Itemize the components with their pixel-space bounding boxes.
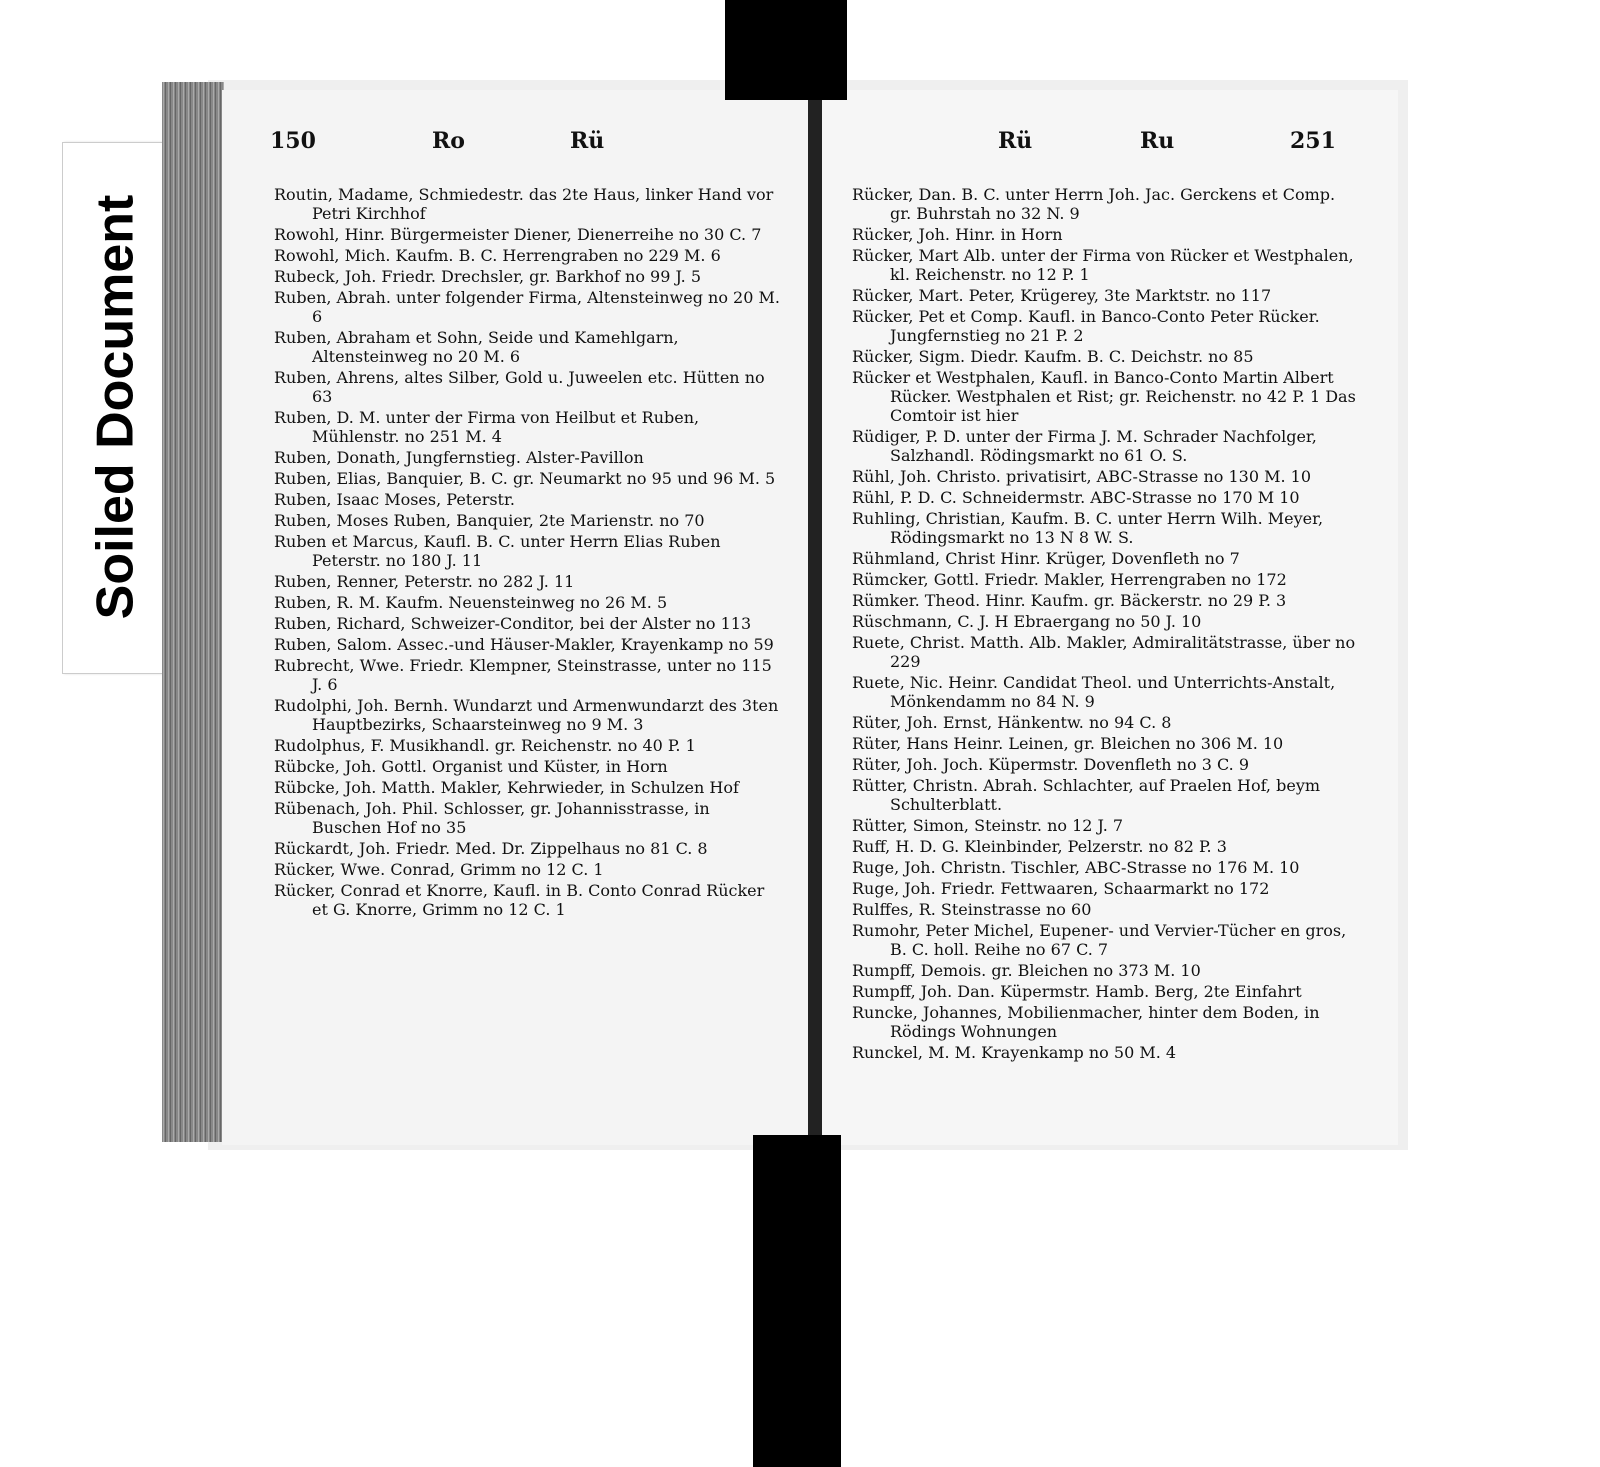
right-running-head-1: Rü bbox=[998, 128, 1033, 154]
directory-entry: Rüdiger, P. D. unter der Firma J. M. Schrader Nachfolger, Salzhandl. Rödingsmarkt no 61 O. S. bbox=[852, 427, 1317, 465]
soiled-document-label bbox=[62, 142, 168, 672]
directory-entry: Ruben, Salom. Assec.-und Häuser-Makler, Krayenkamp no 59 bbox=[274, 635, 774, 654]
directory-entry: Rütter, Simon, Steinstr. no 12 J. 7 bbox=[852, 816, 1124, 835]
directory-entry: Rüter, Joh. Joch. Küpermstr. Dovenfleth no 3 C. 9 bbox=[852, 755, 1250, 774]
directory-entry: Runckel, M. M. Krayenkamp no 50 M. 4 bbox=[852, 1043, 1177, 1062]
directory-entry: Ruben, R. M. Kaufm. Neuensteinweg no 26 M. 5 bbox=[274, 593, 668, 612]
directory-entry: Rübcke, Joh. Gottl. Organist und Küster, in Horn bbox=[274, 757, 668, 776]
right-directory-entries bbox=[852, 185, 1360, 1064]
directory-entry: Rücker, Sigm. Diedr. Kaufm. B. C. Deichstr. no 85 bbox=[852, 347, 1254, 366]
directory-entry: Ruben, D. M. unter der Firma von Heilbut et Ruben, Mühlenstr. no 251 M. 4 bbox=[274, 408, 700, 446]
directory-entry: Rücker et Westphalen, Kaufl. in Banco-Conto Martin Albert Rücker. Westphalen et Rist; gr. Reichenstr. no 42 P. 1 Das Comtoir ist hier bbox=[852, 368, 1356, 425]
left-page-number: 150 bbox=[270, 128, 316, 154]
directory-entry: Ruben, Moses Ruben, Banquier, 2te Marienstr. no 70 bbox=[274, 511, 705, 530]
directory-entry: Ruben, Abrah. unter folgender Firma, Altensteinweg no 20 M. 6 bbox=[274, 288, 780, 326]
directory-entry: Rüter, Joh. Ernst, Hänkentw. no 94 C. 8 bbox=[852, 713, 1172, 732]
directory-entry: Ruete, Nic. Heinr. Candidat Theol. und Unterrichts-Anstalt, Mönkendamm no 84 N. 9 bbox=[852, 673, 1336, 711]
directory-entry: Rübcke, Joh. Matth. Makler, Kehrwieder, in Schulzen Hof bbox=[274, 778, 739, 797]
page-edges bbox=[162, 82, 224, 1142]
directory-entry: Rubeck, Joh. Friedr. Drechsler, gr. Barkhof no 99 J. 5 bbox=[274, 267, 702, 286]
directory-entry: Rücker, Pet et Comp. Kaufl. in Banco-Conto Peter Rücker. Jungfernstieg no 21 P. 2 bbox=[852, 307, 1320, 345]
book-spine bbox=[808, 80, 822, 1150]
directory-entry: Rudolphi, Joh. Bernh. Wundarzt und Armenwundarzt des 3ten Hauptbezirks, Schaarsteinweg no 9 M. 3 bbox=[274, 696, 779, 734]
directory-entry: Ruhling, Christian, Kaufm. B. C. unter Herrn Wilh. Meyer, Rödingsmarkt no 13 N 8 W. S. bbox=[852, 509, 1324, 547]
directory-entry: Rümcker, Gottl. Friedr. Makler, Herrengraben no 172 bbox=[852, 570, 1287, 589]
directory-entry: Ruben, Donath, Jungfernstieg. Alster-Pavillon bbox=[274, 448, 644, 467]
directory-entry: Rücker, Conrad et Knorre, Kaufl. in B. Conto Conrad Rücker et G. Knorre, Grimm no 12 C. 1 bbox=[274, 881, 765, 919]
directory-entry: Rücker, Mart Alb. unter der Firma von Rücker et Westphalen, kl. Reichenstr. no 12 P. 1 bbox=[852, 246, 1354, 284]
left-running-head-1: Ro bbox=[432, 128, 465, 154]
right-running-head-2: Ru bbox=[1140, 128, 1175, 154]
directory-entry: Ruben et Marcus, Kaufl. B. C. unter Herrn Elias Ruben Peterstr. no 180 J. 11 bbox=[274, 532, 721, 570]
soiled-document-text: Soiled Document bbox=[86, 194, 144, 620]
directory-entry: Ruben, Ahrens, altes Silber, Gold u. Juweelen etc. Hütten no 63 bbox=[274, 368, 765, 406]
directory-entry: Ruben, Elias, Banquier, B. C. gr. Neumarkt no 95 und 96 M. 5 bbox=[274, 469, 776, 488]
directory-entry: Ruben, Richard, Schweizer-Conditor, bei der Alster no 113 bbox=[274, 614, 752, 633]
directory-entry: Ruge, Joh. Christn. Tischler, ABC-Strasse no 176 M. 10 bbox=[852, 858, 1300, 877]
directory-entry: Rücker, Mart. Peter, Krügerey, 3te Marktstr. no 117 bbox=[852, 286, 1272, 305]
directory-entry: Rüschmann, C. J. H Ebraergang no 50 J. 10 bbox=[852, 612, 1202, 631]
directory-entry: Rumohr, Peter Michel, Eupener- und Vervier-Tücher en gros, B. C. holl. Reihe no 67 C. 7 bbox=[852, 921, 1347, 959]
directory-entry: Rudolphus, F. Musikhandl. gr. Reichenstr. no 40 P. 1 bbox=[274, 736, 696, 755]
directory-entry: Ruete, Christ. Matth. Alb. Makler, Admiralitätstrasse, über no 229 bbox=[852, 633, 1356, 671]
directory-entry: Rückardt, Joh. Friedr. Med. Dr. Zippelhaus no 81 C. 8 bbox=[274, 839, 708, 858]
right-page-number: 251 bbox=[1290, 128, 1336, 154]
spine-strip-top bbox=[725, 0, 847, 100]
spine-strip-bottom bbox=[753, 1135, 841, 1467]
directory-entry: Ruge, Joh. Friedr. Fettwaaren, Schaarmarkt no 172 bbox=[852, 879, 1270, 898]
directory-entry: Ruben, Renner, Peterstr. no 282 J. 11 bbox=[274, 572, 575, 591]
directory-entry: Rücker, Wwe. Conrad, Grimm no 12 C. 1 bbox=[274, 860, 604, 879]
directory-entry: Rumpff, Joh. Dan. Küpermstr. Hamb. Berg, 2te Einfahrt bbox=[852, 982, 1302, 1001]
directory-entry: Rumpff, Demois. gr. Bleichen no 373 M. 10 bbox=[852, 961, 1201, 980]
directory-entry: Rühl, P. D. C. Schneidermstr. ABC-Strasse no 170 M 10 bbox=[852, 488, 1300, 507]
directory-entry: Rücker, Dan. B. C. unter Herrn Joh. Jac. Gerckens et Comp. gr. Buhrstah no 32 N. 9 bbox=[852, 185, 1336, 223]
directory-entry: Rütter, Christn. Abrah. Schlachter, auf Praelen Hof, beym Schulterblatt. bbox=[852, 776, 1321, 814]
directory-entry: Rücker, Joh. Hinr. in Horn bbox=[852, 225, 1063, 244]
left-directory-entries bbox=[274, 185, 784, 921]
left-running-head-2: Rü bbox=[570, 128, 605, 154]
directory-entry: Ruben, Isaac Moses, Peterstr. bbox=[274, 490, 515, 509]
directory-entry: Runcke, Johannes, Mobilienmacher, hinter dem Boden, in Rödings Wohnungen bbox=[852, 1003, 1320, 1041]
directory-entry: Rümker. Theod. Hinr. Kaufm. gr. Bäckerstr. no 29 P. 3 bbox=[852, 591, 1287, 610]
directory-entry: Routin, Madame, Schmiedestr. das 2te Haus, linker Hand vor Petri Kirchhof bbox=[274, 185, 774, 223]
directory-entry: Rubrecht, Wwe. Friedr. Klempner, Steinstrasse, unter no 115 J. 6 bbox=[274, 656, 772, 694]
directory-entry: Rübenach, Joh. Phil. Schlosser, gr. Johannisstrasse, in Buschen Hof no 35 bbox=[274, 799, 710, 837]
directory-entry: Rühl, Joh. Christo. privatisirt, ABC-Strasse no 130 M. 10 bbox=[852, 467, 1312, 486]
directory-entry: Rowohl, Mich. Kaufm. B. C. Herrengraben no 229 M. 6 bbox=[274, 246, 721, 265]
directory-entry: Rulffes, R. Steinstrasse no 60 bbox=[852, 900, 1092, 919]
directory-entry: Rüter, Hans Heinr. Leinen, gr. Bleichen no 306 M. 10 bbox=[852, 734, 1284, 753]
directory-entry: Rowohl, Hinr. Bürgermeister Diener, Dienerreihe no 30 C. 7 bbox=[274, 225, 762, 244]
directory-entry: Ruben, Abraham et Sohn, Seide und Kamehlgarn, Altensteinweg no 20 M. 6 bbox=[274, 328, 679, 366]
directory-entry: Ruff, H. D. G. Kleinbinder, Pelzerstr. no 82 P. 3 bbox=[852, 837, 1227, 856]
directory-entry: Rühmland, Christ Hinr. Krüger, Dovenfleth no 7 bbox=[852, 549, 1240, 568]
